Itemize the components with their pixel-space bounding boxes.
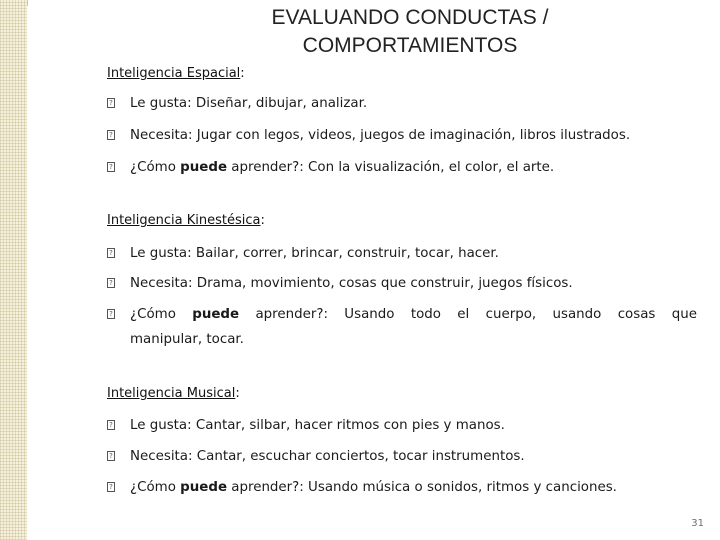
list-item-continuation: manipular, tocar. bbox=[130, 332, 244, 347]
decorative-left-band bbox=[0, 0, 27, 540]
slide-title bbox=[160, 4, 660, 60]
list-item-text: Necesita: Drama, movimiento, cosas que construir, juegos físicos. bbox=[130, 276, 573, 291]
bold-word: puede bbox=[180, 480, 228, 495]
section-heading-espacial bbox=[107, 65, 245, 83]
list-item bbox=[107, 477, 697, 499]
list-item-text bbox=[130, 157, 697, 179]
list-item-text bbox=[130, 477, 697, 499]
section-heading-kinestesica bbox=[107, 212, 265, 230]
list-item bbox=[107, 415, 697, 437]
list-item-text: Necesita: Jugar con legos, videos, juegos de imaginación, libros ilustrados. bbox=[130, 128, 631, 143]
slide-title-line1: EVALUANDO CONDUCTAS / bbox=[271, 6, 549, 29]
missing-glyph-bullet-icon: ? bbox=[107, 451, 115, 461]
list-item bbox=[107, 273, 697, 295]
question-prefix: ¿Cómo bbox=[130, 160, 181, 175]
page-number: 31 bbox=[691, 518, 704, 529]
missing-glyph-bullet-icon: ? bbox=[107, 278, 115, 288]
section-heading-colon: : bbox=[235, 386, 240, 401]
question-rest: aprender?: Con la visualización, el color, el arte. bbox=[227, 160, 555, 175]
list-item-text: Le gusta: Diseñar, dibujar, analizar. bbox=[130, 96, 368, 111]
bold-word: puede bbox=[192, 307, 240, 322]
list-item bbox=[107, 125, 697, 147]
list-item bbox=[107, 243, 697, 265]
missing-glyph-bullet-icon: ? bbox=[107, 248, 115, 258]
missing-glyph-bullet-icon: ? bbox=[107, 130, 115, 140]
list-item bbox=[107, 304, 697, 326]
section-heading-text: Inteligencia Kinestésica bbox=[107, 213, 261, 228]
missing-glyph-bullet-icon: ? bbox=[107, 420, 115, 430]
bold-word: puede bbox=[180, 160, 228, 175]
list-item-text: Le gusta: Cantar, silbar, hacer ritmos con pies y manos. bbox=[130, 418, 505, 433]
list-item-text: Le gusta: Bailar, correr, brincar, construir, tocar, hacer. bbox=[130, 246, 499, 261]
question-prefix: ¿Cómo bbox=[130, 480, 181, 495]
question-prefix: ¿Cómo bbox=[130, 307, 193, 322]
question-rest: aprender?: Usando música o sonidos, ritmos y canciones. bbox=[227, 480, 617, 495]
missing-glyph-bullet-icon: ? bbox=[107, 309, 115, 319]
section-heading-colon: : bbox=[240, 66, 245, 81]
section-heading-musical bbox=[107, 385, 240, 403]
list-item-text: Necesita: Cantar, escuchar conciertos, tocar instrumentos. bbox=[130, 449, 525, 464]
question-rest: aprender?: Usando todo el cuerpo, usando cosas que bbox=[239, 307, 697, 322]
section-heading-text: Inteligencia Musical bbox=[107, 386, 236, 401]
missing-glyph-bullet-icon: ? bbox=[107, 482, 115, 492]
section-heading-text: Inteligencia Espacial bbox=[107, 66, 241, 81]
section-heading-colon: : bbox=[260, 213, 265, 228]
list-item-text bbox=[130, 304, 697, 326]
missing-glyph-bullet-icon: ? bbox=[107, 162, 115, 172]
slide-title-line2: COMPORTAMIENTOS bbox=[302, 34, 518, 57]
missing-glyph-bullet-icon: ? bbox=[107, 98, 115, 108]
list-item bbox=[107, 446, 697, 468]
list-item bbox=[107, 93, 697, 115]
list-item bbox=[107, 157, 697, 179]
